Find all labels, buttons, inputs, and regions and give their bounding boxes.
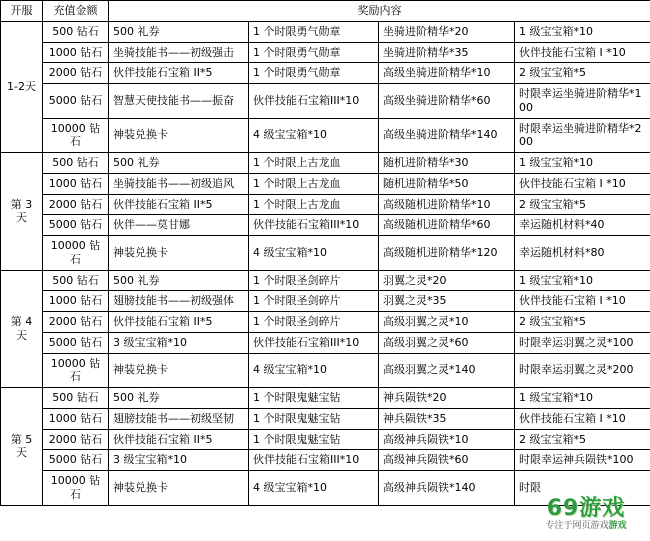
reward-cell-2: 4 级宝宝箱*10 [249,118,379,153]
table-row [1,408,650,429]
reward-cell-1: 3 级宝宝箱*10 [109,450,249,471]
amount-cell: 1000 钻石 [43,408,109,429]
reward-cell-4: 伙伴技能石宝箱 I *10 [515,42,650,63]
table-row [1,42,650,63]
table-row [1,84,650,119]
reward-cell-1: 500 礼券 [109,270,249,291]
amount-cell: 1000 钻石 [43,42,109,63]
table-row [1,153,650,174]
reward-cell-3: 神兵陨铁*35 [379,408,515,429]
reward-cell-3: 神兵陨铁*20 [379,388,515,409]
reward-cell-1: 伙伴技能石宝箱 II*5 [109,429,249,450]
watermark-subtitle-left: 专注于网页游戏 [545,521,609,531]
amount-cell: 500 钻石 [43,21,109,42]
table-row [1,471,650,506]
reward-cell-2: 4 级宝宝箱*10 [249,353,379,388]
reward-cell-2: 1 个时限圣剑碎片 [249,312,379,333]
reward-cell-1: 翅膀技能书——初级坚韧 [109,408,249,429]
amount-cell: 500 钻石 [43,270,109,291]
reward-cell-1: 坐骑技能书——初级强击 [109,42,249,63]
reward-cell-4: 时限 [515,471,650,506]
reward-cell-4: 幸运随机材料*80 [515,236,650,271]
amount-cell: 5000 钻石 [43,332,109,353]
reward-cell-4: 1 级宝宝箱*10 [515,270,650,291]
reward-cell-1: 神装兑换卡 [109,353,249,388]
reward-cell-2: 伙伴技能石宝箱III*10 [249,450,379,471]
reward-cell-2: 1 个时限圣剑碎片 [249,270,379,291]
reward-cell-1: 智慧天使技能书——振奋 [109,84,249,119]
reward-cell-2: 1 个时限鬼魅宝钻 [249,429,379,450]
reward-cell-1: 伙伴——莫甘娜 [109,215,249,236]
reward-cell-4: 时限幸运坐骑进阶精华*200 [515,118,650,153]
reward-cell-2: 4 级宝宝箱*10 [249,471,379,506]
reward-cell-2: 伙伴技能石宝箱III*10 [249,84,379,119]
reward-cell-4: 1 级宝宝箱*10 [515,21,650,42]
reward-cell-4: 伙伴技能石宝箱 I *10 [515,291,650,312]
table-row [1,173,650,194]
reward-cell-3: 高级随机进阶精华*10 [379,194,515,215]
reward-cell-2: 1 个时限鬼魅宝钻 [249,408,379,429]
amount-cell: 1000 钻石 [43,291,109,312]
reward-cell-1: 坐骑技能书——初级追风 [109,173,249,194]
reward-cell-2: 1 个时限上古龙血 [249,194,379,215]
reward-cell-3: 羽翼之灵*35 [379,291,515,312]
amount-cell: 5000 钻石 [43,450,109,471]
reward-cell-3: 羽翼之灵*20 [379,270,515,291]
table-row [1,236,650,271]
watermark-logo: 69游戏 [546,496,626,521]
day-cell: 第 4 天 [1,270,43,388]
reward-cell-3: 高级神兵陨铁*10 [379,429,515,450]
reward-cell-3: 高级随机进阶精华*120 [379,236,515,271]
reward-cell-1: 伙伴技能石宝箱 II*5 [109,63,249,84]
reward-cell-4: 幸运随机材料*40 [515,215,650,236]
amount-cell: 5000 钻石 [43,84,109,119]
reward-cell-3: 高级神兵陨铁*60 [379,450,515,471]
amount-cell: 1000 钻石 [43,173,109,194]
amount-cell: 2000 钻石 [43,429,109,450]
reward-cell-3: 随机进阶精华*50 [379,173,515,194]
reward-cell-3: 高级坐骑进阶精华*60 [379,84,515,119]
reward-cell-2: 1 个时限鬼魅宝钻 [249,388,379,409]
reward-cell-1: 500 礼券 [109,153,249,174]
reward-cell-1: 神装兑换卡 [109,471,249,506]
reward-cell-4: 2 级宝宝箱*5 [515,429,650,450]
table-row [1,215,650,236]
reward-cell-3: 高级羽翼之灵*60 [379,332,515,353]
reward-cell-1: 伙伴技能石宝箱 II*5 [109,194,249,215]
day-cell: 第 3 天 [1,153,43,271]
table-row [1,332,650,353]
table-row [1,21,650,42]
amount-cell: 500 钻石 [43,153,109,174]
table-row [1,388,650,409]
reward-cell-1: 翅膀技能书——初级强体 [109,291,249,312]
amount-cell: 10000 钻石 [43,118,109,153]
amount-cell: 2000 钻石 [43,194,109,215]
reward-cell-1: 500 礼券 [109,388,249,409]
table-row [1,450,650,471]
amount-cell: 10000 钻石 [43,353,109,388]
reward-cell-4: 时限幸运神兵陨铁*100 [515,450,650,471]
table-row [1,63,650,84]
reward-cell-3: 随机进阶精华*30 [379,153,515,174]
reward-cell-2: 1 个时限勇气勋章 [249,42,379,63]
reward-cell-4: 时限幸运羽翼之灵*200 [515,353,650,388]
reward-cell-1: 神装兑换卡 [109,236,249,271]
amount-cell: 500 钻石 [43,388,109,409]
reward-cell-4: 2 级宝宝箱*5 [515,194,650,215]
reward-cell-2: 1 个时限上古龙血 [249,153,379,174]
reward-cell-1: 500 礼券 [109,21,249,42]
reward-cell-3: 坐骑进阶精华*35 [379,42,515,63]
reward-cell-1: 神装兑换卡 [109,118,249,153]
reward-cell-2: 1 个时限勇气勋章 [249,21,379,42]
watermark-subtitle [528,521,644,532]
reward-cell-3: 高级羽翼之灵*10 [379,312,515,333]
table-row [1,194,650,215]
reward-cell-3: 高级羽翼之灵*140 [379,353,515,388]
table-row [1,291,650,312]
reward-cell-4: 1 级宝宝箱*10 [515,153,650,174]
reward-cell-3: 高级随机进阶精华*60 [379,215,515,236]
day-cell: 1-2天 [1,21,43,152]
table-header [1,1,650,22]
reward-cell-1: 3 级宝宝箱*10 [109,332,249,353]
amount-cell: 2000 钻石 [43,312,109,333]
amount-cell: 10000 钻石 [43,236,109,271]
reward-cell-2: 伙伴技能石宝箱III*10 [249,332,379,353]
reward-cell-3: 高级坐骑进阶精华*10 [379,63,515,84]
reward-cell-4: 2 级宝宝箱*5 [515,63,650,84]
table-row [1,429,650,450]
reward-cell-4: 时限幸运羽翼之灵*100 [515,332,650,353]
reward-cell-3: 高级坐骑进阶精华*140 [379,118,515,153]
header-day: 开服 [1,1,43,22]
header-row [1,1,650,22]
reward-cell-4: 1 级宝宝箱*10 [515,388,650,409]
header-amount: 充值金额 [43,1,109,22]
reward-cell-1: 伙伴技能石宝箱 II*5 [109,312,249,333]
reward-cell-3: 高级神兵陨铁*140 [379,471,515,506]
header-rewards: 奖励内容 [109,1,650,22]
table-row [1,312,650,333]
reward-cell-2: 1 个时限勇气勋章 [249,63,379,84]
reward-cell-2: 1 个时限圣剑碎片 [249,291,379,312]
reward-cell-2: 4 级宝宝箱*10 [249,236,379,271]
table-row [1,118,650,153]
reward-cell-2: 伙伴技能石宝箱III*10 [249,215,379,236]
amount-cell: 2000 钻石 [43,63,109,84]
table-row [1,270,650,291]
amount-cell: 10000 钻石 [43,471,109,506]
reward-cell-3: 坐骑进阶精华*20 [379,21,515,42]
table-row [1,353,650,388]
table-body [1,21,650,505]
reward-cell-4: 伙伴技能石宝箱 I *10 [515,408,650,429]
reward-cell-2: 1 个时限上古龙血 [249,173,379,194]
amount-cell: 5000 钻石 [43,215,109,236]
reward-cell-4: 2 级宝宝箱*5 [515,312,650,333]
watermark-subtitle-right: 游戏 [608,521,627,531]
reward-cell-4: 伙伴技能石宝箱 I *10 [515,173,650,194]
reward-cell-4: 时限幸运坐骑进阶精华*100 [515,84,650,119]
day-cell: 第 5 天 [1,388,43,506]
